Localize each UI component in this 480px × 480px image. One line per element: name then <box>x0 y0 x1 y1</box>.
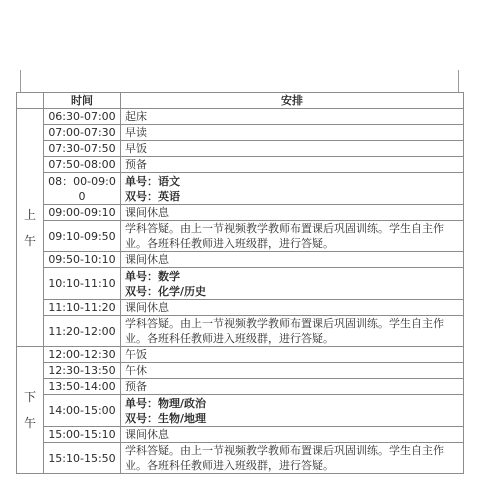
schedule-row <box>17 157 464 173</box>
schedule-row <box>17 443 464 474</box>
period-label-afternoon <box>17 347 44 474</box>
time-cell: 09:10-09:50 <box>44 221 121 252</box>
schedule-table <box>16 92 464 474</box>
time-cell: 11:20-12:00 <box>44 316 121 347</box>
activity-cell <box>121 252 464 268</box>
crop-mark-left <box>20 70 21 92</box>
activity-text: 午休 <box>125 364 147 377</box>
time-cell: 13:50-14:00 <box>44 379 121 395</box>
activity-text: 学科答疑。由上一节视频教学教师布置课后巩固训练。学生自主作业。各班科任教师进入班级群，进行答疑。 <box>125 317 444 345</box>
activity-text: 学科答疑。由上一节视频教学教师布置课后巩固训练。学生自主作业。各班科任教师进入班级群，进行答疑。 <box>125 444 444 472</box>
schedule-row <box>17 268 464 300</box>
time-cell: 15:00-15:10 <box>44 427 121 443</box>
schedule-row <box>17 252 464 268</box>
activity-text: 课间休息 <box>125 206 169 219</box>
activity-text: 学科答疑。由上一节视频教学教师布置课后巩固训练。学生自主作业。各班科任教师进入班级群，进行答疑。 <box>125 222 444 250</box>
schedule-row <box>17 379 464 395</box>
period-char: 午 <box>23 416 36 430</box>
activity-cell <box>121 125 464 141</box>
activity-cell <box>121 395 464 427</box>
activity-cell <box>121 141 464 157</box>
schedule-row <box>17 173 464 205</box>
time-cell: 07:50-08:00 <box>44 157 121 173</box>
schedule-row <box>17 205 464 221</box>
subject-line: 单号：数学 <box>125 269 180 283</box>
header-arrangement: 安排 <box>121 93 464 109</box>
schedule-row <box>17 363 464 379</box>
activity-cell <box>121 109 464 125</box>
period-char: 上 <box>23 207 36 222</box>
schedule-row <box>17 300 464 316</box>
period-char: 下 <box>23 390 36 404</box>
time-cell: 07:30-07:50 <box>44 141 121 157</box>
activity-cell <box>121 300 464 316</box>
time-cell: 11:10-11:20 <box>44 300 121 316</box>
activity-cell <box>121 316 464 347</box>
schedule-row <box>17 221 464 252</box>
subject-line: 单号：语文 <box>125 174 180 188</box>
activity-text: 早读 <box>125 126 147 139</box>
time-cell: 12:00-12:30 <box>44 347 121 363</box>
schedule-row <box>17 316 464 347</box>
activity-cell <box>121 157 464 173</box>
schedule-row <box>17 109 464 125</box>
time-cell: 12:30-13:50 <box>44 363 121 379</box>
subject-line: 双号：生物/地理 <box>125 411 207 425</box>
activity-cell <box>121 268 464 300</box>
activity-cell <box>121 379 464 395</box>
activity-text: 课间休息 <box>125 428 169 441</box>
time-cell: 07:00-07:30 <box>44 125 121 141</box>
activity-cell <box>121 221 464 252</box>
time-cell: 14:00-15:00 <box>44 395 121 427</box>
time-cell: 08：00-09:00 <box>44 173 121 205</box>
schedule-row <box>17 125 464 141</box>
activity-cell <box>121 173 464 205</box>
activity-text: 起床 <box>125 110 147 123</box>
schedule-row <box>17 347 464 363</box>
time-cell: 15:10-15:50 <box>44 443 121 474</box>
activity-text: 课间休息 <box>125 253 169 266</box>
activity-cell <box>121 205 464 221</box>
time-cell: 06:30-07:00 <box>44 109 121 125</box>
header-time: 时间 <box>44 93 121 109</box>
activity-cell <box>121 427 464 443</box>
activity-text: 早饭 <box>125 142 147 155</box>
schedule-row <box>17 427 464 443</box>
activity-cell <box>121 443 464 474</box>
activity-cell <box>121 363 464 379</box>
activity-text: 午饭 <box>125 348 147 361</box>
time-cell: 10:10-11:10 <box>44 268 121 300</box>
subject-line: 双号：化学/历史 <box>125 284 207 298</box>
crop-mark-right <box>458 70 459 92</box>
activity-cell <box>121 347 464 363</box>
subject-line: 双号：英语 <box>125 189 180 203</box>
activity-text: 预备 <box>125 380 147 393</box>
time-cell: 09:50-10:10 <box>44 252 121 268</box>
time-cell: 09:00-09:10 <box>44 205 121 221</box>
header-period-cell <box>17 93 44 109</box>
schedule-row <box>17 395 464 427</box>
activity-text: 课间休息 <box>125 301 169 314</box>
period-char: 午 <box>23 233 36 248</box>
period-label-morning <box>17 109 44 347</box>
schedule-row <box>17 141 464 157</box>
activity-text: 预备 <box>125 158 147 171</box>
header-row <box>17 93 464 109</box>
subject-line: 单号：物理/政治 <box>125 396 207 410</box>
